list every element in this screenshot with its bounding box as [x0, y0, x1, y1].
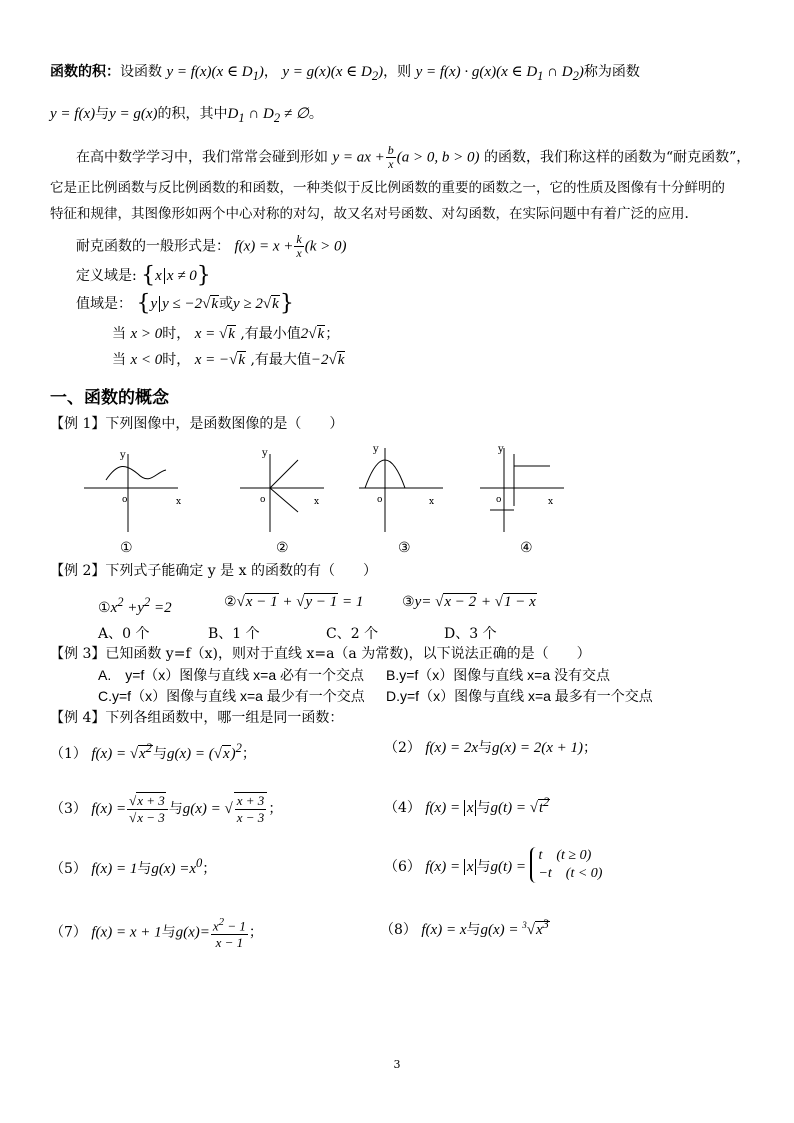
- ex1-graph-4: [478, 444, 588, 536]
- graph-label-2: ②: [276, 540, 289, 556]
- svg-text:x: x: [548, 497, 554, 507]
- ex2-choice-d: D、3 个: [444, 626, 497, 642]
- ex2-question: 【例 2】下列式子能确定 y 是 x 的函数的有（ ）: [50, 563, 377, 579]
- graph-label-4: ④: [520, 540, 533, 556]
- product-definition-line1: 函数的积：设函数 y = f(x)(x ∈ $D_1$)， y = g(x)(x ∈ $D_2$)，则 y = f(x) · g(x)(x ∈ $D_1$ ∩ $D_2$)称为函数: [50, 64, 640, 83]
- ex1-question: 【例 1】下列图像中，是函数图像的是（ ）: [50, 416, 344, 432]
- ex1-graph-1: [82, 444, 192, 536]
- nike-case-positive: 当 x > 0时， x = √k ,有最小值2√k；: [112, 326, 340, 342]
- ex2-option-3: ③y= √x − 2 + √1 − x: [402, 594, 536, 610]
- svg-text:o: o: [122, 495, 128, 505]
- ex4-pair-7: （7） f(x) = x + 1与g(x)= $\frac{x^2 - 1}{x - 1}$ ；: [50, 916, 263, 951]
- ex3-option-b: B.y=f（x）图像与直线 x=a 没有交点: [386, 667, 611, 683]
- svg-text:o: o: [260, 495, 266, 505]
- nike-range: 值域是： {y y ≤ −2√k或y ≥ 2√k}: [76, 291, 294, 316]
- nike-case-negative: 当 x < 0时， x = −√k ,有最大值−2√k: [112, 352, 345, 368]
- svg-text:y: y: [498, 444, 504, 455]
- product-definition-label: 函数的积：: [50, 64, 120, 80]
- ex4-pair-4: （4） f(x) = x 与$g(t) = √t^2$: [384, 795, 550, 816]
- graph-label-1: ①: [120, 540, 133, 556]
- svg-text:o: o: [377, 495, 383, 505]
- ex4-pair-5: （5） f(x) = 1与$g(x) =x^0$；: [50, 856, 217, 877]
- ex4-pair-2: （2） f(x) = 2x与g(x) = 2(x + 1)；: [384, 740, 598, 756]
- ex4-question: 【例 4】下列各组函数中，哪一组是同一函数：: [50, 710, 344, 726]
- ex2-choice-a: A、0 个: [98, 626, 150, 642]
- graph-label-3: ③: [398, 540, 411, 556]
- ex2-choice-c: C、2 个: [326, 626, 379, 642]
- nike-intro-line2: 它是正比例函数与反比例函数的和函数，一种类似于反比例函数的重要的函数之一，它的性质及图像有十分鲜明的: [50, 180, 725, 196]
- axis-y-label: y: [120, 450, 126, 461]
- ex2-option-2: ②√x − 1 + √y − 1 = 1: [224, 594, 364, 610]
- svg-text:x: x: [429, 497, 435, 507]
- ex4-pair-1: （1） $f(x) = √x^2$与$g(x) = (√x)^2$；: [50, 741, 256, 762]
- ex1-graph-3: [357, 444, 467, 536]
- section-title: 一、函数的概念: [50, 388, 169, 408]
- svg-text:x: x: [314, 497, 320, 507]
- nike-intro-line1: 在高中数学学习中，我们常常会碰到形如 y = ax + $\frac{b}{x}$ (a > 0, b > 0) 的函数，我们称这样的函数为“耐克函数”，: [76, 143, 751, 171]
- ex3-option-d: D.y=f（x）图像与直线 x=a 最多有一个交点: [386, 688, 653, 704]
- page-number: 3: [393, 1058, 401, 1071]
- nike-intro-line3: 特征和规律，其图像形如两个中心对称的对勾，故又名对号函数、对勾函数，在实际问题中有着广泛的应用.: [50, 206, 689, 222]
- product-definition-line2: y = f(x)与y = g(x)的积，其中$D_1$ ∩ $D_2$ ≠ ∅。: [50, 106, 323, 125]
- nike-general-form: 耐克函数的一般形式是： f(x) = x + $\frac{k}{x}$ (k > 0): [76, 232, 347, 260]
- ex4-pair-3: （3） f(x) = $\frac{√x + 3}{√x - 3}$ 与g(x) = √ $\frac{x + 3}{x - 3}$ ；: [50, 792, 283, 825]
- svg-text:y: y: [262, 448, 268, 459]
- nike-domain: 定义域是: {x x ≠ 0}: [76, 263, 211, 288]
- svg-text:y: y: [373, 444, 379, 455]
- svg-text:o: o: [496, 495, 502, 505]
- ex2-option-1: $①x^2 +y^2 =2$: [98, 595, 172, 616]
- ex3-option-c: C.y=f（x）图像与直线 x=a 最少有一个交点: [98, 688, 365, 704]
- ex2-choice-b: B、1 个: [208, 626, 260, 642]
- ex1-graph-2: [238, 444, 348, 536]
- svg-text:x: x: [176, 497, 182, 507]
- ex3-question: 【例 3】已知函数 y=f（x)，则对于直线 x=a（a 为常数)，以下说法正确的是（ ）: [50, 646, 591, 662]
- ex3-option-a: A. y=f（x）图像与直线 x=a 必有一个交点: [98, 667, 365, 683]
- ex4-pair-6: （6） f(x) = x 与g(t) = t (t ≥ 0) −t (t < 0): [384, 848, 603, 881]
- ex4-pair-8: （8） f(x) = x与$g(x) = ^3√x^3$: [380, 917, 549, 938]
